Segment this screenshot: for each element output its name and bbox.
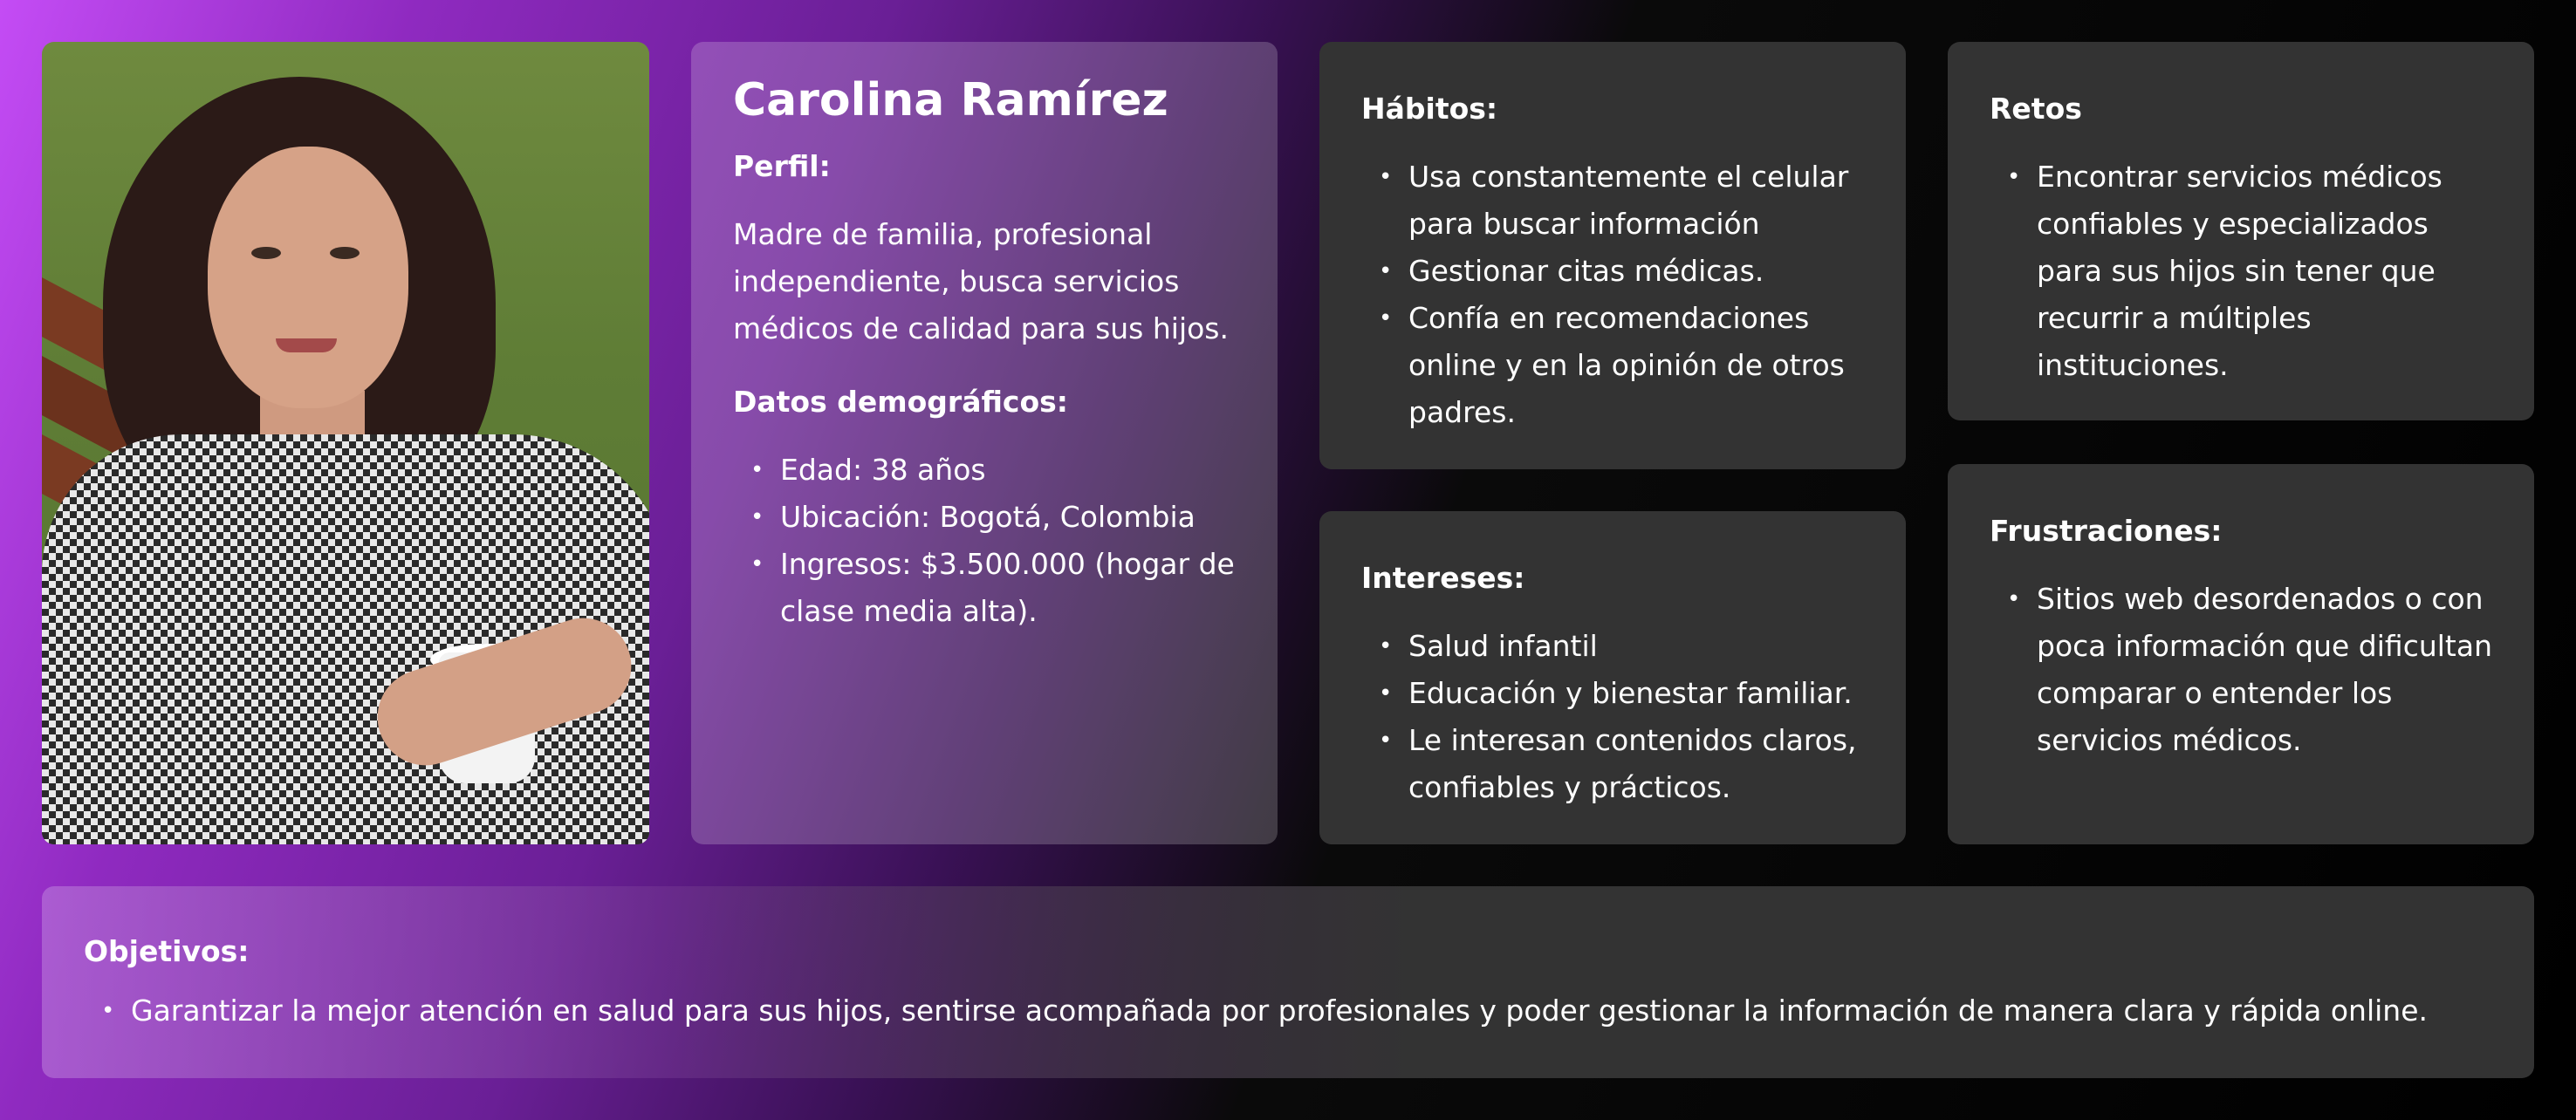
mouth — [276, 338, 337, 352]
frustrations-heading: Frustraciones: — [1990, 514, 2223, 548]
list-item: • Confía en recomendaciones online y en la opinión de otros padres. — [1361, 295, 1864, 436]
eye — [251, 247, 281, 259]
challenges-heading: Retos — [1990, 92, 2082, 126]
profile-heading: Perfil: — [733, 148, 831, 183]
list-item: • Salud infantil — [1361, 623, 1864, 670]
face — [208, 147, 408, 408]
habits-heading: Hábitos: — [1361, 92, 1498, 126]
profile-text: Madre de familia, profesional independiente, busca servicios médicos de calidad para sus hijos. — [733, 216, 1229, 345]
persona-photo — [42, 42, 649, 844]
eye — [330, 247, 360, 259]
demographics-list — [733, 447, 1236, 635]
list-item: • Gestionar citas médicas. — [1361, 248, 1864, 295]
list-item: • Educación y bienestar familiar. — [1361, 670, 1864, 717]
list-item: • Ingresos: $3.500.000 (hogar de clase media alta). — [733, 541, 1236, 635]
frustrations-list — [1990, 576, 2492, 764]
habits-list — [1361, 154, 1864, 436]
list-item: • Ubicación: Bogotá, Colombia — [733, 494, 1236, 541]
list-item: • Le interesan contenidos claros, confiables y prácticos. — [1361, 717, 1864, 811]
interests-card — [1319, 511, 1906, 844]
profile-card — [691, 42, 1278, 844]
demographics-heading: Datos demográficos: — [733, 384, 1068, 419]
interests-heading: Intereses: — [1361, 561, 1525, 595]
list-item: • Sitios web desordenados o con poca información que dificultan comparar o entender los servicios médicos. — [1990, 576, 2492, 764]
list-item: • Edad: 38 años — [733, 447, 1236, 494]
habits-card — [1319, 42, 1906, 469]
challenges-card — [1948, 42, 2534, 420]
challenges-list — [1990, 154, 2492, 389]
goals-list — [84, 987, 2492, 1035]
persona-name: Carolina Ramírez — [733, 74, 1168, 126]
goals-heading: Objetivos: — [84, 934, 250, 968]
list-item: • Usa constantemente el celular para buscar información — [1361, 154, 1864, 248]
goals-card — [42, 886, 2534, 1078]
frustrations-card — [1948, 464, 2534, 844]
list-item: • Encontrar servicios médicos confiables y especializados para sus hijos sin tener que recurrir a múltiples instituciones. — [1990, 154, 2492, 389]
interests-list — [1361, 623, 1864, 811]
list-item: • Garantizar la mejor atención en salud para sus hijos, sentirse acompañada por profesionales y poder gestionar la información de manera clara y rápida online. — [84, 987, 2492, 1035]
